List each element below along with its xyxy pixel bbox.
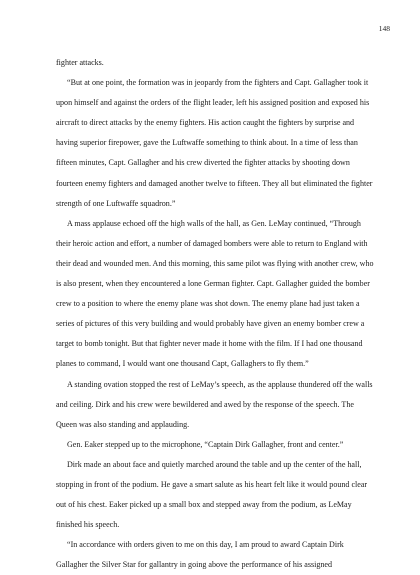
- page-number: 148: [378, 24, 390, 33]
- body-text: [56, 53, 374, 575]
- paragraph: A standing ovation stopped the rest of LeMay’s speech, as the applause thundered off the walls and ceiling. Dirk and his crew were bewildered and awed by the response of the speech. The Queen was also standing and applauding.: [56, 379, 373, 429]
- paragraph: Gen. Eaker stepped up to the microphone, “Captain Dirk Gallagher, front and center.”: [67, 439, 344, 449]
- paragraph: Dirk made an about face and quietly marched around the table and up the center of the hall, stopping in front of the podium. He gave a smart salute as his heart felt like it would pound clear out of his chest. Eaker picked up a small box and stepped away from the podium, as LeMay finished his speech.: [56, 459, 368, 530]
- paragraph: “But at one point, the formation was in jeopardy from the fighters and Capt. Gallagher took it upon himself and against the orders of the flight leader, left his assigned position and exposed his aircraft to direct attacks by the enemy fighters. His action caught the fighters by surprise and having superior firepower, gave the Luftwaffe something to think about. In a time of less than fifteen minutes, Capt. Gallagher and his crew diverted the fighter attacks by shooting down fourteen enemy fighters and damaged another twelve to fifteen. They all but eliminated the fighter strength of one Luftwaffe squadron.”: [56, 78, 373, 208]
- paragraph: fighter attacks.: [56, 58, 104, 67]
- paragraph: “In accordance with orders given to me on this day, I am proud to award Captain Dirk Gallagher the Silver Star for gallantry in going above the performance of his assigned: [56, 540, 344, 570]
- paragraph: A mass applause echoed off the high walls of the hall, as Gen. LeMay continued, “Through their heroic action and effort, a number of damaged bombers were able to return to England with their dead and wounded men. And this morning, this same pilot was flying with another crew, who is also present, when they encountered a lone German fighter. Capt. Gallagher guided the bomber crew to a position to where the enemy plane was shot down. The enemy plane had just taken a series of pictures of this very building and would probably have given an enemy bomber crew a target to bomb tonight. But that fighter never made it home with the film. If I had one thousand planes to command, I would want one thousand Capt, Gallaghers to fly them.”: [56, 218, 374, 369]
